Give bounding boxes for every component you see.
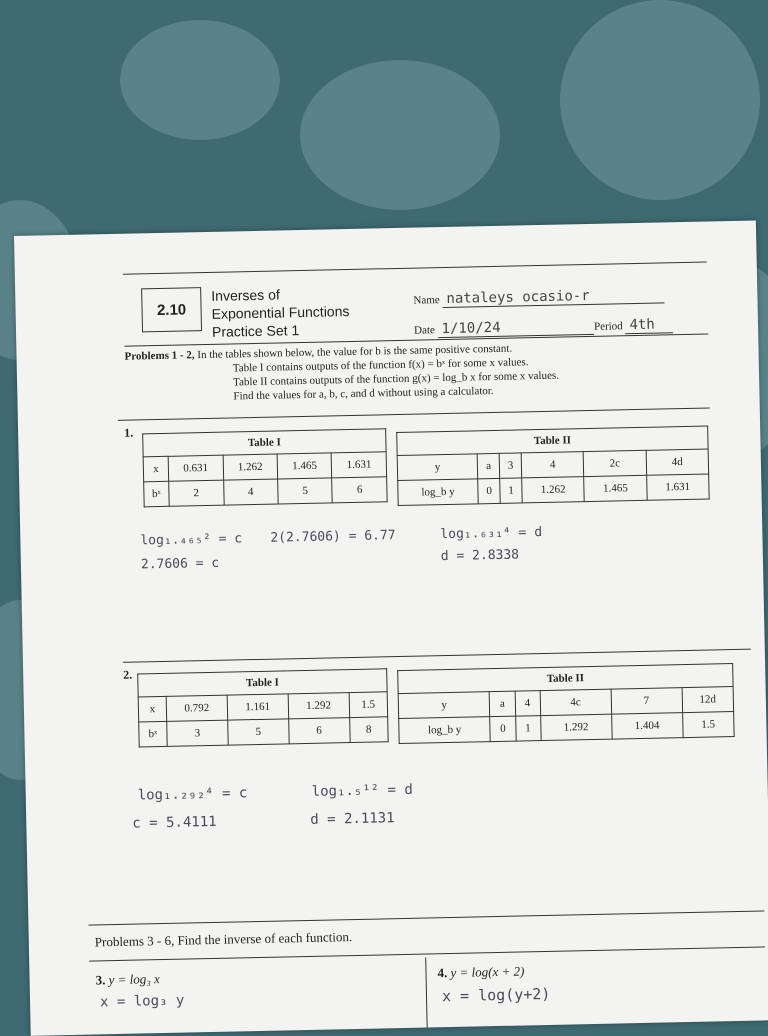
period-field [594,316,674,335]
table-cell: 1.5 [682,712,734,738]
problem1-table1 [142,428,387,507]
lesson-title-line2: Exponential Functions [211,302,350,322]
table-cell: 1.5 [349,692,388,718]
problem1-work-d: log₁.₆₃₁⁴ = d [440,525,543,543]
problem2-table1 [137,668,388,747]
name-label: Name [413,294,440,307]
problem2-number: 2. [123,667,133,682]
problem1-work-c: log₁.₄₆₅² = c [140,531,243,549]
table-cell: 4d [646,449,709,475]
section2-label: Problems 3 - 6, [94,932,175,950]
table-cell: 0.792 [166,695,227,721]
top-rule [123,261,707,274]
problem2-table2 [397,663,734,744]
table-caption: Table II [397,426,708,456]
instructions-label: Problems 1 - 2, [124,349,195,363]
table-cell: 1.404 [611,713,683,739]
problem1-rule [118,407,710,420]
name-value: nataleys ocasio-r [442,286,664,308]
name-field [413,286,664,308]
problem4 [437,963,524,981]
table-cell: 0 [478,478,500,503]
table-cell: 0.631 [168,455,223,481]
table-cell: 7 [611,688,683,714]
table-cell: 3 [167,720,228,746]
problem4-equation: y = log(x + 2) [450,963,525,981]
section2-text: Find the inverse of each function. [177,929,353,948]
table-cell: y [397,454,478,481]
table-cell: a [490,691,516,717]
section2-heading [95,929,353,950]
table-cell: 5 [228,719,289,745]
table-cell: x [143,456,169,482]
section2-bottom-rule [89,946,765,961]
problem1-answer-d: d = 2.8338 [440,547,520,565]
problem3 [95,971,160,988]
instructions-line2: Table I contains outputs of the function f(x) = bˣ for some x values. [232,356,529,375]
instructions-line4: Find the values for a, b, c, and d without using a calculator. [233,384,494,403]
table-cell: 1.292 [288,693,349,719]
table-cell: 8 [349,717,388,743]
problem4-work: x = log(y+2) [441,984,551,1006]
table-cell: 4 [223,479,278,505]
table-cell: bˣ [139,721,168,747]
problem1-table2 [396,426,709,507]
table-cell: log_b y [398,479,479,506]
table-cell: y [398,692,490,719]
table-cell: 0 [490,716,516,742]
section2-rule [88,910,764,925]
table-cell: x [138,696,167,722]
table-cell: 5 [278,478,333,504]
period-value: 4th [625,316,673,334]
problem2-rule [123,649,751,663]
table-cell: bˣ [144,481,170,507]
problem2-answer-c: c = 5.4111 [132,813,217,832]
table-cell: 1.161 [227,694,288,720]
problem3-number: 3. [95,972,106,988]
table-cell: 1 [515,716,541,742]
column-divider [425,958,427,1028]
problem2-work-c: log₁.₂₉₂⁴ = c [137,785,248,804]
date-value: 1/10/24 [437,318,593,338]
problem4-number: 4. [437,965,448,981]
worksheet-paper [14,220,768,1035]
table-cell: a [477,453,499,478]
table-cell: 3 [499,453,521,478]
lesson-number: 2.10 [156,300,187,319]
table-cell: 2c [584,450,647,476]
problem2-answer-d: d = 2.1131 [310,810,395,828]
table-cell: 1.292 [540,714,612,740]
table-cell: 1 [500,478,522,503]
table-cell: 4c [540,689,612,715]
table-cell: 1.631 [646,474,709,500]
table-cell: 2 [169,480,224,506]
instructions-line1: In the tables shown below, the value for b is the same positive constant. [197,342,513,362]
table-cell: 1.262 [223,454,278,480]
table-cell: 1.465 [584,475,647,501]
period-label: Period [593,320,623,333]
problem1-work-product: 2(2.7606) = 6.77 [270,528,396,546]
instructions-line3: Table II contains outputs of the function g(x) = log_b x for some x values. [232,369,560,389]
table-cell: 1.631 [332,452,387,478]
problem3-equation: y = log₃ x [108,971,160,988]
table-caption: Table I [143,429,386,457]
problem1-answer-c: 2.7606 = c [140,555,220,573]
table-cell: 4 [515,691,541,717]
table-caption: Table I [138,669,387,697]
table-caption: Table II [398,664,733,694]
table-cell: 6 [288,718,349,744]
problem2-work-d: log₁.₅¹² = d [311,781,414,800]
problem3-work: x = log₃ y [99,992,185,1011]
lesson-title-line3: Practice Set 1 [211,322,300,340]
lesson-title [211,283,392,341]
table-cell: 12d [682,687,734,713]
date-label: Date [413,324,435,337]
table-cell: log_b y [399,717,491,744]
table-cell: 1.262 [522,477,585,503]
lesson-number-box [141,287,202,332]
lesson-title-line1: Inverses of [211,286,280,304]
instructions [124,339,645,406]
table-cell: 6 [332,477,387,503]
table-cell: 1.465 [277,453,332,479]
table-cell: 4 [521,452,584,478]
problem1-number: 1. [123,425,134,440]
